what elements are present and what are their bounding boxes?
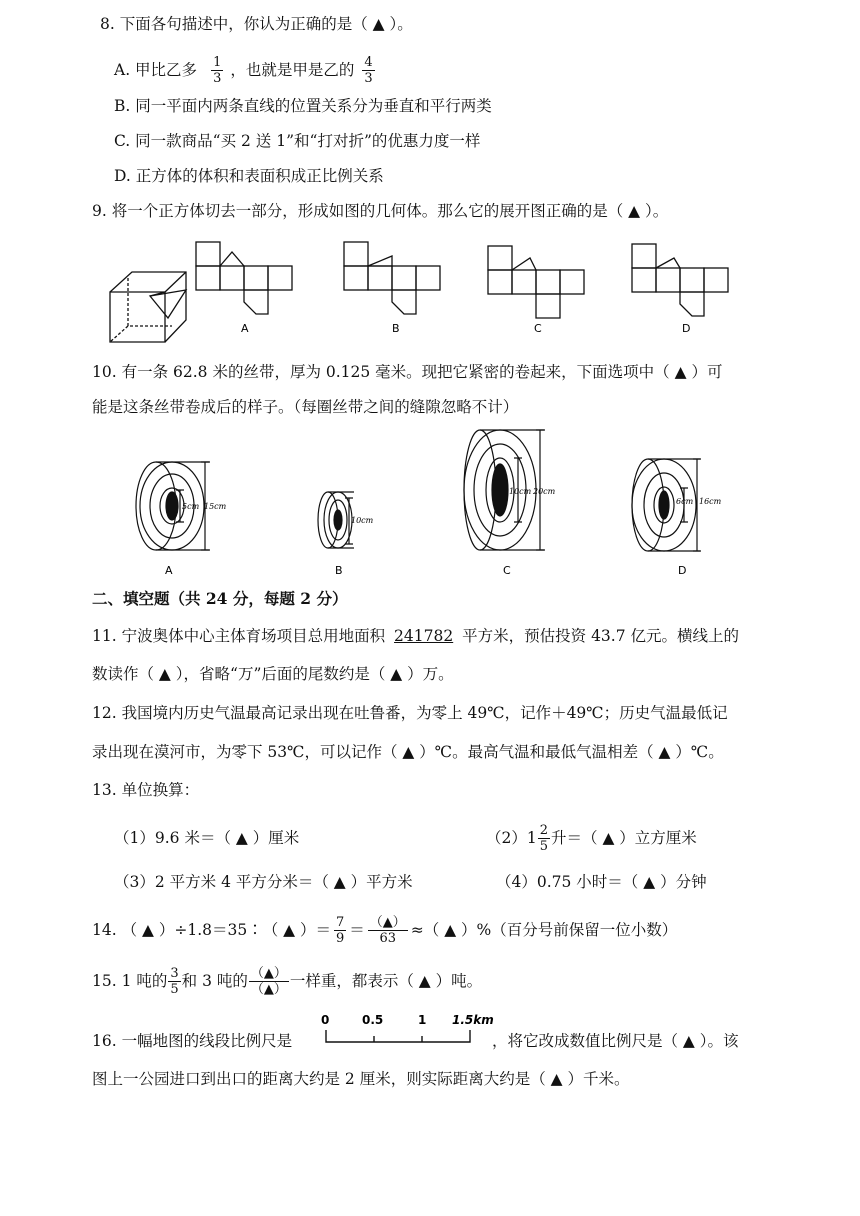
net-c xyxy=(488,246,584,318)
q15-text-post: 一样重，都表示（ ▲ ）吨。 xyxy=(289,972,483,990)
q16-line-1-pre: 16. 一幅地图的线段比例尺是 xyxy=(92,1032,293,1050)
scale-bar xyxy=(326,1030,470,1042)
q8-a-fraction-2: $\frac{4}{3}$ xyxy=(364,54,373,86)
q13-part-3: （3）2 平方米 4 平方分米＝（ ▲ ）平方米 xyxy=(114,873,413,891)
q10-label-b: B xyxy=(335,564,343,577)
q15-fraction-2: $\frac{(▲)}{(▲)}$ xyxy=(250,965,287,997)
q14-fraction-2: $\frac{(▲)}{63}$ xyxy=(369,914,406,946)
q10-label-c: C xyxy=(503,564,511,577)
q13-part-2 xyxy=(486,816,697,860)
q10-line-1: 10. 有一条 62.8 米的丝带，厚为 0.125 毫米。现把它紧密的卷起来，下面选项中（ ▲ ）可 xyxy=(92,363,723,381)
q8-stem: 8. 下面各句描述中，你认为正确的是（ ▲ ）。 xyxy=(100,15,413,33)
scale-tick-0-5: 0.5 xyxy=(362,1013,384,1027)
q15-line xyxy=(92,959,482,1003)
roll-d-inner-dim: 6cm xyxy=(676,497,694,506)
q11-line-2: 数读作（ ▲ ），省略“万”后面的尾数约是（ ▲ ）万。 xyxy=(92,665,454,683)
q11-text-pre: 11. 宁波奥体中心主体育场项目总用地面积 xyxy=(92,627,386,645)
roll-b xyxy=(318,492,354,548)
net-a xyxy=(196,242,292,314)
q14-text-pre: 14. （ ▲ ）÷1.8＝35∶（ ▲ ）＝ xyxy=(92,921,331,939)
q13-part-4: （4）0.75 小时＝（ ▲ ）分钟 xyxy=(496,873,707,891)
q9-label-a: A xyxy=(241,322,249,335)
q15-text-mid: 和 3 吨的 xyxy=(181,972,248,990)
q14-equals: ＝ xyxy=(349,921,365,939)
cut-cube-figure xyxy=(110,272,186,342)
q9-label-b: B xyxy=(392,322,400,335)
roll-c-inner-dim: 10cm xyxy=(509,487,532,496)
q8-a-text-pre: A. 甲比乙多 xyxy=(114,61,198,79)
roll-b-height-dim: 10cm xyxy=(351,516,374,525)
q9-label-c: C xyxy=(534,322,542,335)
net-b xyxy=(344,242,440,314)
q8-a-fraction-1: $\frac{1}{3}$ xyxy=(213,54,222,86)
roll-a-outer-dim: 15cm xyxy=(204,502,227,511)
q11-text-post: 平方米，预估投资 43.7 亿元。横线上的 xyxy=(462,627,740,645)
q13-p2-fraction: $\frac{2}{5}$ xyxy=(539,822,549,854)
scale-tick-0: 0 xyxy=(321,1013,330,1027)
q13-p2-post: 升＝（ ▲ ）立方厘米 xyxy=(551,829,697,847)
q15-fraction-1: $\frac{3}{5}$ xyxy=(170,965,179,997)
roll-a-inner-dim: 5cm xyxy=(182,502,200,511)
q14-line xyxy=(92,908,677,952)
roll-c-outer-dim: 20cm xyxy=(533,487,556,496)
q8-a-text-mid: ，也就是甲是乙的 xyxy=(230,61,355,79)
scale-tick-1: 1 xyxy=(418,1013,427,1027)
q13-part-1: （1）9.6 米＝（ ▲ ）厘米 xyxy=(114,829,300,847)
q10-label-d: D xyxy=(678,564,687,577)
q13-p2-pre: （2）1 xyxy=(486,829,537,847)
q8-option-c: C. 同一款商品“买 2 送 1”和“打对折”的优惠力度一样 xyxy=(114,132,481,150)
q16-line-1-post: ，将它改成数值比例尺是（ ▲ ）。该 xyxy=(492,1032,739,1050)
q15-text-pre: 15. 1 吨的 xyxy=(92,972,168,990)
q11-area-number: 241782 xyxy=(394,627,454,645)
q10-line-2: 能是这条丝带卷成后的样子。（每圈丝带之间的缝隙忽略不计） xyxy=(92,398,519,416)
q12-line-1: 12. 我国境内历史气温最高记录出现在吐鲁番，为零上 49℃，记作＋49℃；历史气温最低记 xyxy=(92,704,728,722)
q16-line-2: 图上一公园进口到出口的距离大约是 2 厘米，则实际距离大约是（ ▲ ）千米。 xyxy=(92,1070,630,1088)
q12-line-2: 录出现在漠河市，为零下 53℃，可以记作（ ▲ ）℃。最高气温和最低气温相差（ ▲ ）℃。 xyxy=(92,743,724,761)
q14-text-post: ≈（ ▲ ）%（百分号前保留一位小数） xyxy=(410,921,678,939)
roll-d-outer-dim: 16cm xyxy=(699,497,722,506)
q11-line-1 xyxy=(92,626,739,646)
net-d xyxy=(632,244,728,316)
q9-label-d: D xyxy=(682,322,691,335)
q10-label-a: A xyxy=(165,564,173,577)
section-2-title: 二、填空题（共 24 分，每题 2 分） xyxy=(92,589,348,608)
q13-stem: 13. 单位换算： xyxy=(92,781,200,799)
q14-fraction-1: $\frac{7}{9}$ xyxy=(336,914,345,946)
scale-tick-1-5km: 1.5km xyxy=(452,1013,494,1027)
q8-option-b: B. 同一平面内两条直线的位置关系分为垂直和平行两类 xyxy=(114,97,492,115)
q8-option-d: D. 正方体的体积和表面积成正比例关系 xyxy=(114,167,384,185)
q9-stem: 9. 将一个正方体切去一部分，形成如图的几何体。那么它的展开图正确的是（ ▲ ）。 xyxy=(92,202,669,220)
